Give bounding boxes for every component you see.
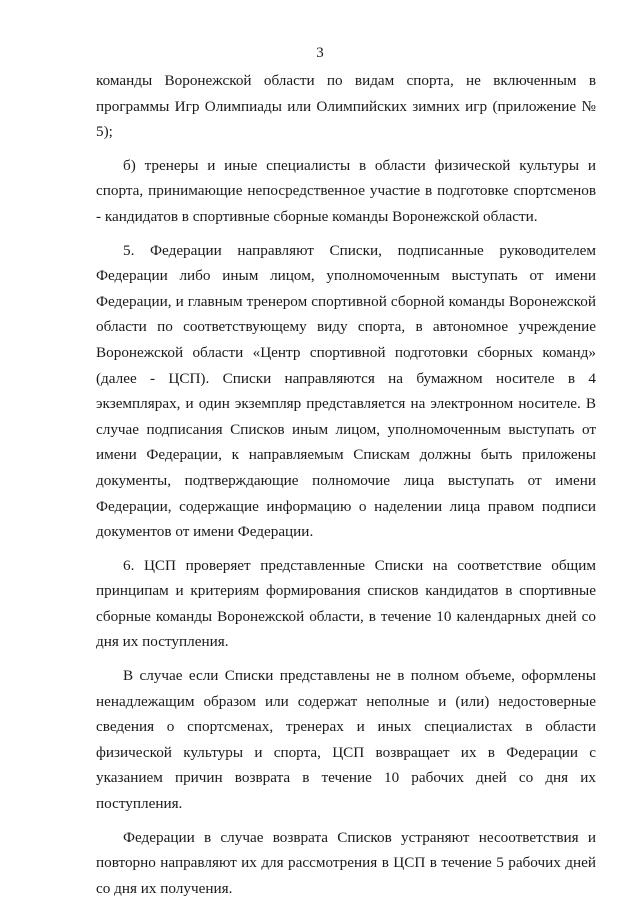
paragraph-continuation: команды Воронежской области по видам спорта, не включенным в программы Игр Олимпиады или Олимпийских зимних игр (приложение № 5); xyxy=(96,72,596,141)
paragraph-return-conditions: В случае если Списки представлены не в полном объеме, оформлены ненадлежащим образом или содержат неполные и (или) недостоверные сведения о спортсменах, тренерах и иных специалистах в области физической культуры и спорта, ЦСП возвращает их в Федерации с указанием причин возврата в течение 10 рабочих дней со дня их поступления. xyxy=(96,667,596,813)
paragraph-item-6: 6. ЦСП проверяет представленные Списки на соответствие общим принципам и критериям формирования списков кандидатов в спортивные сборные команды Воронежской области, в течение 10 календарных дней со дня их поступления. xyxy=(96,556,596,651)
paragraph-resubmission: Федерации в случае возврата Списков устраняют несоответствия и повторно направляют их для рассмотрения в ЦСП в течение 5 рабочих дней со дня их получения. xyxy=(96,828,596,897)
paragraph-item-5: 5. Федерации направляют Списки, подписанные руководителем Федерации либо иным лицом, уполномоченным выступать от имени Федерации, и главным тренером спортивной сборной команды Воронежской области по соответствующему виду спорта, в автономное учреждение Воронежской области «Центр спортивной подготовки сборных команд» (далее - ЦСП). Списки направляются на бумажном носителе в 4 экземплярах, и один экземпляр представляется на электронном носителе. В случае подписания Списков иным лицом, уполномоченным выступать от имени Федерации, к направляемым Спискам должны быть приложены документы, подтверждающие полномочие лица выступать от имени Федерации, содержащие информацию о наделении лица правом подписи документов от имени Федерации. xyxy=(96,241,596,541)
document-body xyxy=(96,68,596,909)
paragraph-item-b: б) тренеры и иные специалисты в области физической культуры и спорта, принимающие непосредственное участие в подготовке спортсменов - кандидатов в спортивные сборные команды Воронежской области. xyxy=(96,156,596,225)
page-number: 3 xyxy=(316,45,324,61)
